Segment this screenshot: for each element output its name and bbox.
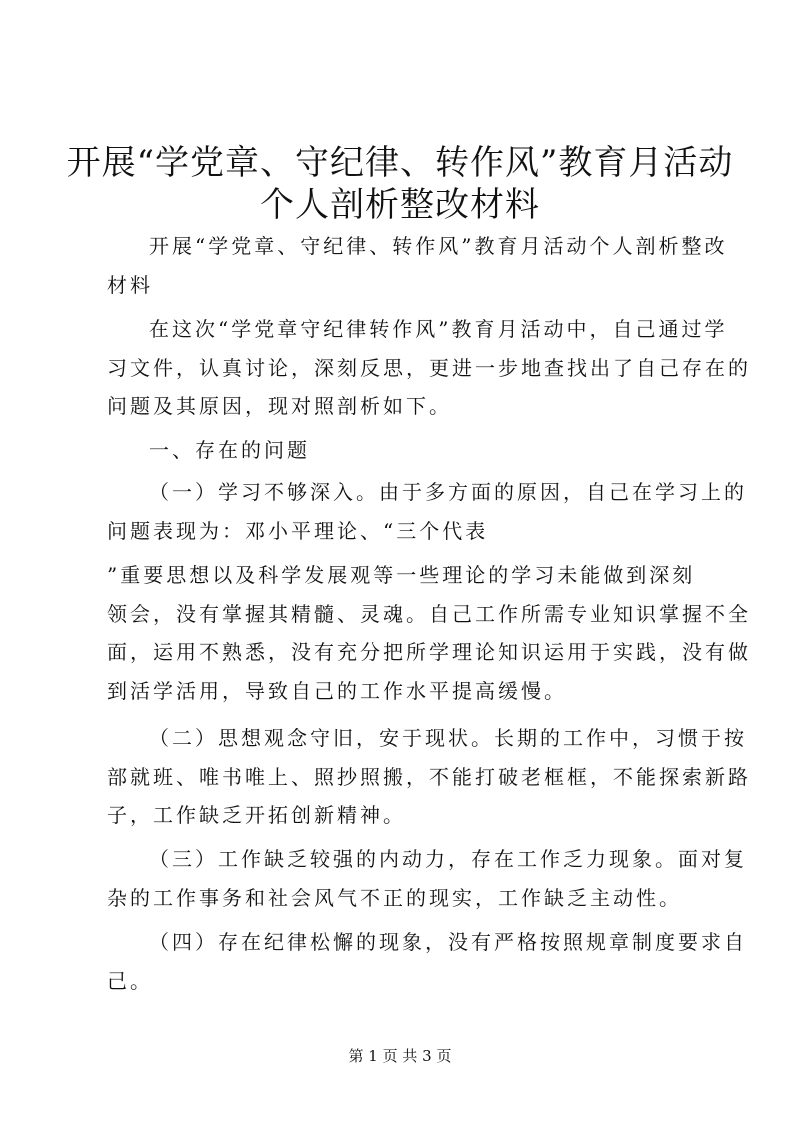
text-line: 子，工作缺乏开拓创新精神。 [107, 803, 406, 827]
title-line-1: 开展“学党章、守纪律、转作风”教育月活动 [66, 143, 734, 183]
intro-paragraph [107, 227, 728, 304]
text-line: 面，运用不熟悉，没有充分把所学理论知识运用于实践，没有做 [107, 640, 751, 664]
issue-3-paragraph [107, 840, 747, 917]
text-line: 到活学活用，导致自己的工作水平提高缓慢。 [107, 678, 567, 703]
text-line: 部就班、唯书唯上、照抄照搬，不能打破老框框，不能探索新路 [107, 764, 751, 789]
text-line: （四）存在纪律松懈的现象，没有严格按照规章制度要求自 [149, 930, 747, 954]
text-line: 材料 [107, 272, 153, 297]
text-line: 习文件，认真讨论，深刻反思，更进一步地查找出了自己存在的 [107, 355, 751, 380]
title-line-2: 个人剖析整改材料 [260, 185, 540, 225]
text-line: （三）工作缺乏较强的内动力，存在工作乏力现象。面对复 [149, 847, 747, 871]
text-line: 问题表现为：邓小平理论、“三个代表 [107, 518, 489, 543]
overview-paragraph [107, 310, 751, 426]
text-line: 在这次“学党章守纪律转作风”教育月活动中，自己通过学 [149, 317, 728, 341]
text-line: 领会，没有掌握其精髓、灵魂。自己工作所需专业知识掌握不全 [107, 601, 751, 626]
text-line: （一）学习不够深入。由于多方面的原因，自己在学习上的 [149, 480, 747, 504]
issue-1-continued-paragraph [107, 556, 751, 710]
issue-2-paragraph [107, 719, 751, 835]
issue-1-paragraph [107, 473, 747, 550]
document-title [0, 142, 800, 226]
text-line: 一、存在的问题 [149, 438, 310, 462]
text-line: （二）思想观念守旧，安于现状。长期的工作中，习惯于按 [149, 726, 747, 750]
page-number: 第 1 页 共 3 页 [348, 1047, 452, 1065]
text-line: 问题及其原因，现对照剖析如下。 [107, 394, 452, 418]
text-line: ”重要思想以及科学发展观等一些理论的学习未能做到深刻 [107, 563, 696, 587]
issue-4-paragraph [107, 923, 747, 1000]
text-line: 开展“学党章、守纪律、转作风”教育月活动个人剖析整改 [149, 234, 728, 258]
text-line: 杂的工作事务和社会风气不正的现实，工作缺乏主动性。 [107, 885, 682, 910]
text-line: 己。 [107, 968, 153, 993]
section-heading [107, 431, 703, 470]
